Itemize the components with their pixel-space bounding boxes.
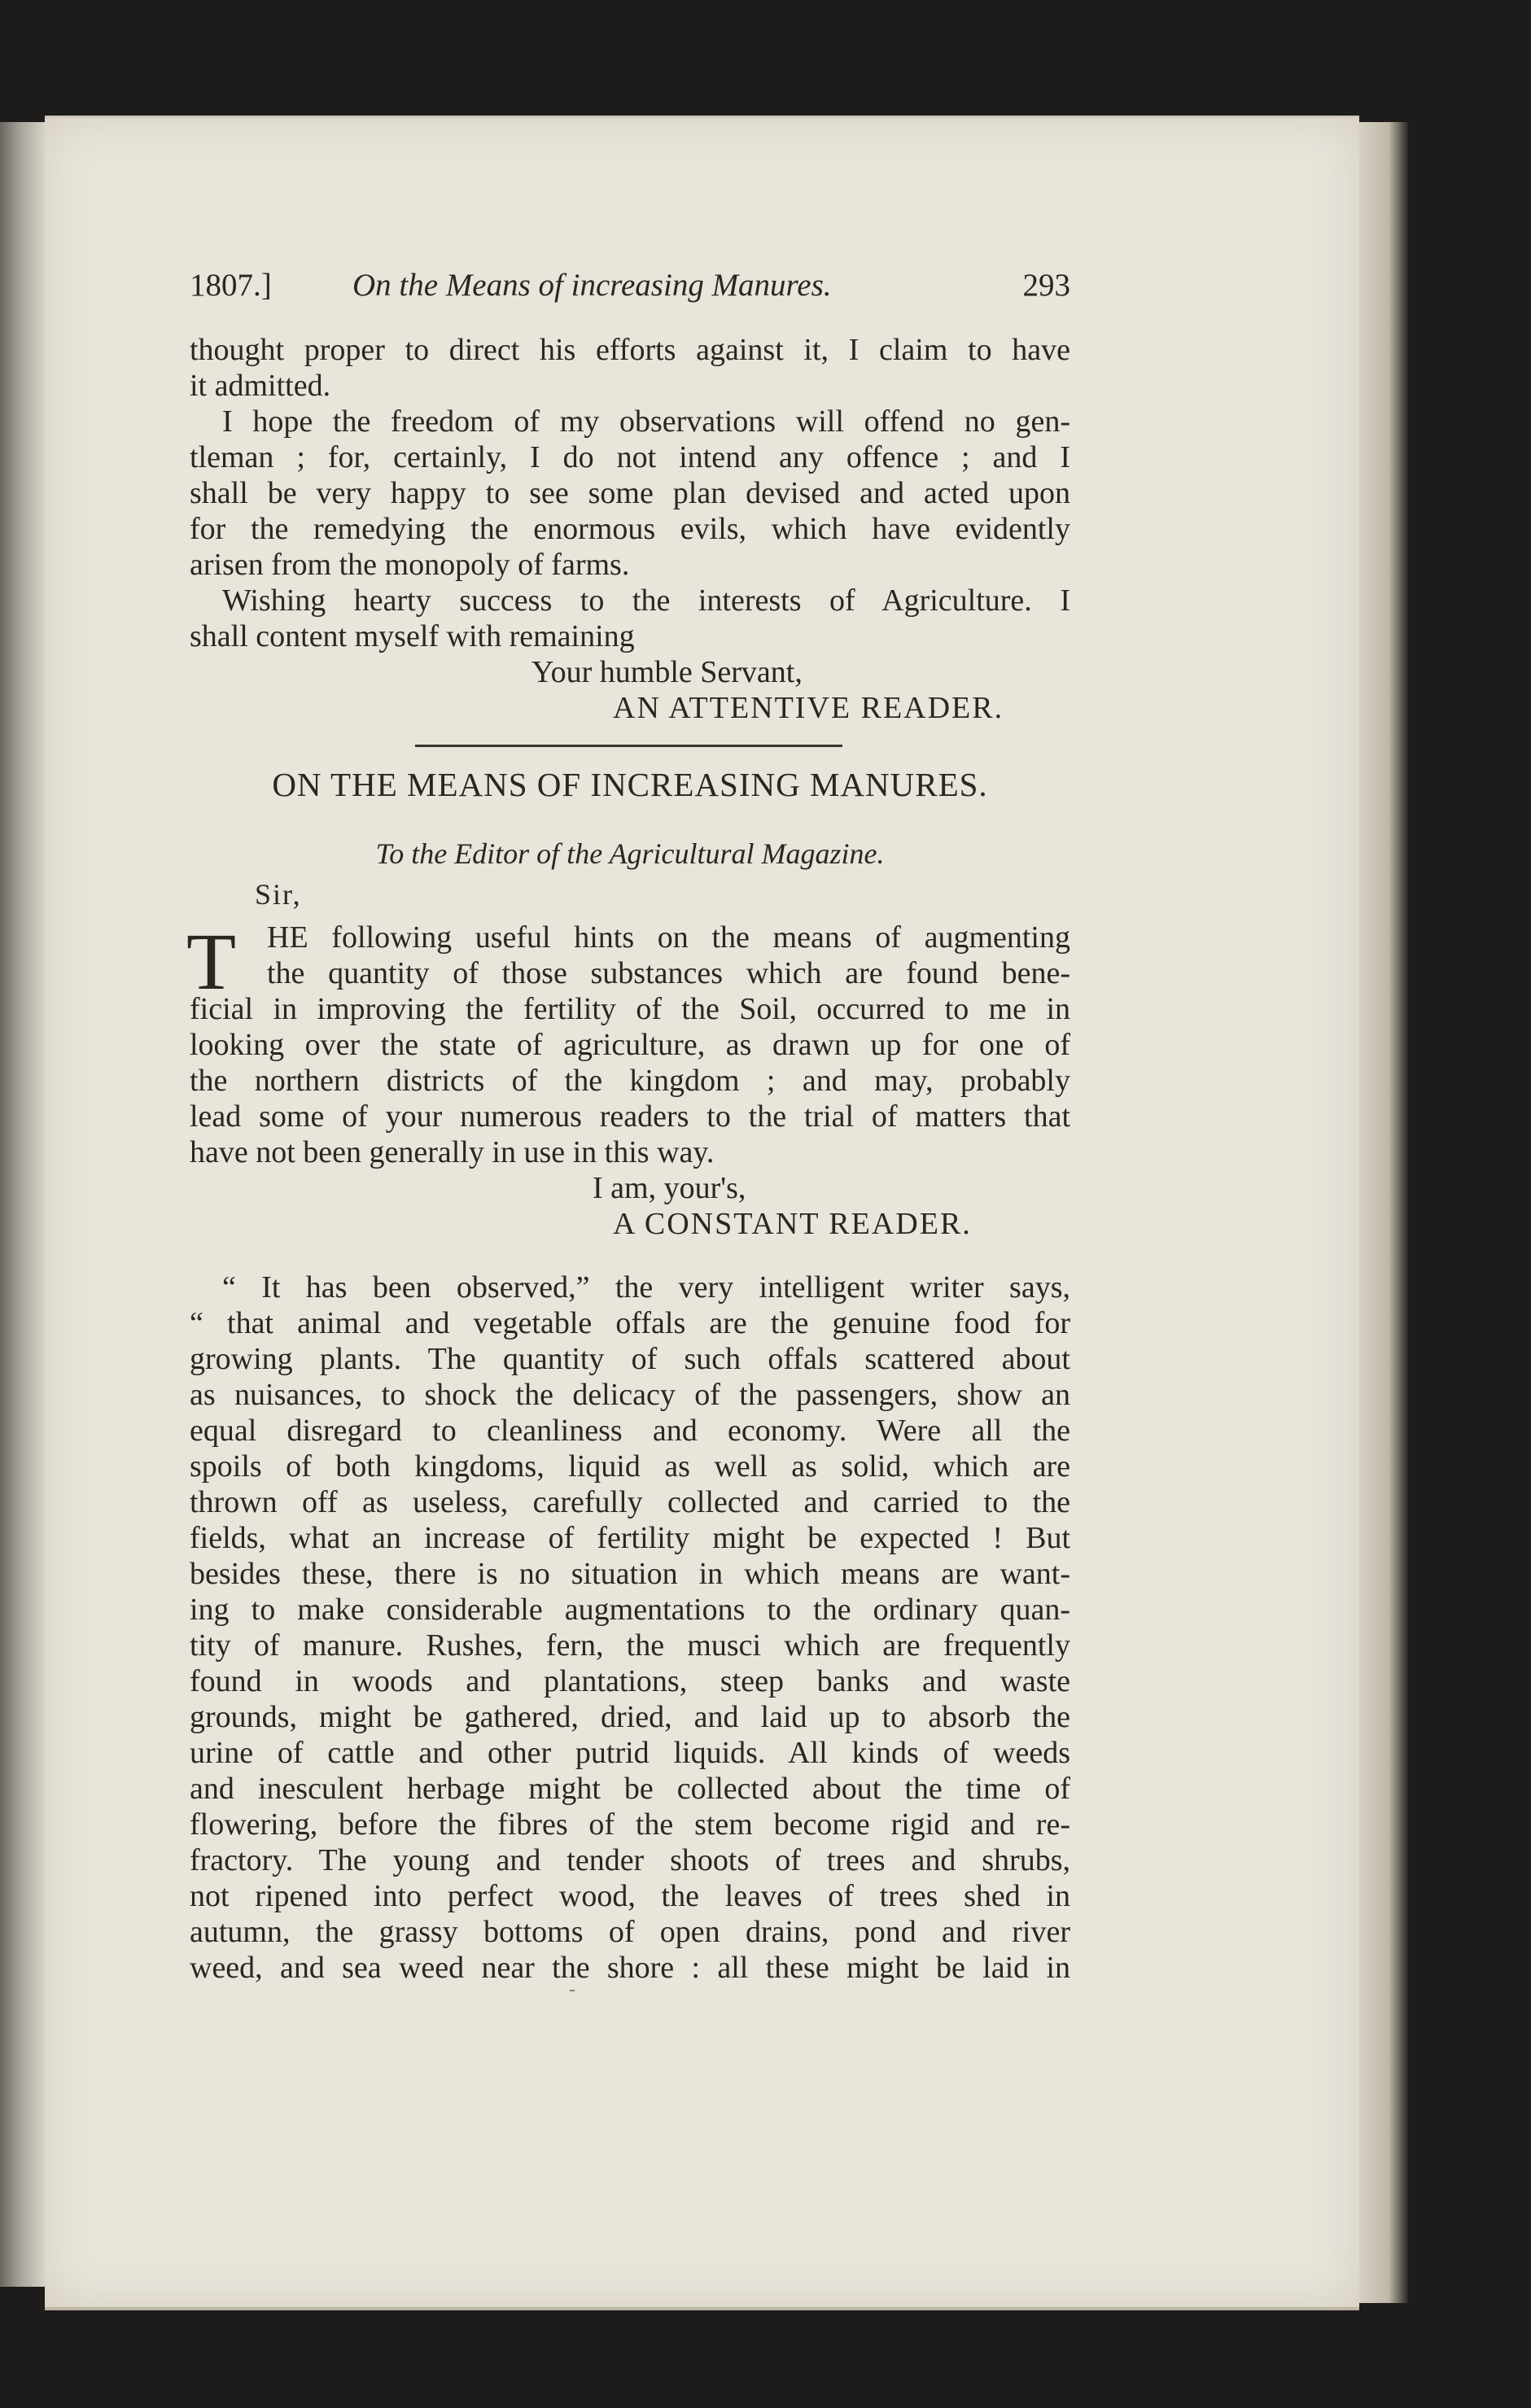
text-line: looking over the state of agriculture, as drawn up for one of <box>190 1028 1070 1062</box>
text-line: I hope the freedom of my observations will offend no gen- <box>222 404 1070 439</box>
text-line: arisen from the monopoly of farms. <box>190 548 630 582</box>
drop-cap: T <box>186 916 237 1007</box>
text-line: for the remedying the enormous evils, which have evidently <box>190 512 1070 546</box>
text-line: ing to make considerable augmentations to the ordinary quan- <box>190 1593 1070 1627</box>
text-line: and inesculent herbage might be collected about the time of <box>190 1772 1070 1806</box>
article-heading: ON THE MEANS OF INCREASING MANURES. <box>272 766 988 803</box>
text-line: tity of manure. Rushes, fern, the musci which are frequently <box>190 1628 1070 1663</box>
text-line: found in woods and plantations, steep banks and waste <box>190 1664 1070 1698</box>
running-head <box>190 267 1070 304</box>
running-head-title: On the Means of increasing Manures. <box>352 268 832 303</box>
text-line: thrown off as useless, carefully collected and carried to the <box>190 1485 1070 1519</box>
text-line: as nuisances, to shock the delicacy of the passengers, show an <box>190 1378 1070 1412</box>
text-line: autumn, the grassy bottoms of open drains, pond and river <box>190 1915 1070 1949</box>
text-line: flowering, before the fibres of the stem become rigid and re- <box>190 1807 1070 1842</box>
text-line: equal disregard to cleanliness and economy. Were all the <box>190 1414 1070 1448</box>
text-line: the northern districts of the kingdom ; and may, probably <box>190 1064 1070 1098</box>
print-speck <box>570 1990 575 1991</box>
text-line: “ that animal and vegetable offals are the genuine food for <box>190 1306 1070 1340</box>
text-line: urine of cattle and other putrid liquids. All kinds of weeds <box>190 1736 1070 1770</box>
text-line: lead some of your numerous readers to the trial of matters that <box>190 1099 1070 1134</box>
addressee-line: To the Editor of the Agricultural Magazine. <box>375 837 885 870</box>
page-number: 293 <box>1022 268 1070 303</box>
text-line: have not been generally in use in this way. <box>190 1135 715 1169</box>
text-line: weed, and sea weed near the shore : all these might be laid in <box>190 1951 1070 1985</box>
text-line: ficial in improving the fertility of the Soil, occurred to me in <box>190 992 1070 1026</box>
text-line: the quantity of those substances which are found bene- <box>267 956 1070 990</box>
text-line: spoils of both kingdoms, liquid as well as solid, which are <box>190 1449 1070 1484</box>
text-line: shall content myself with remaining <box>190 619 635 653</box>
page-fore-edge <box>1359 122 1408 2303</box>
text-line: fields, what an increase of fertility might be expected ! But <box>190 1521 1070 1555</box>
text-line: grounds, might be gathered, dried, and laid up to absorb the <box>190 1700 1070 1734</box>
text-line: it admitted. <box>190 369 331 403</box>
signature: A CONSTANT READER. <box>613 1207 972 1241</box>
signature: AN ATTENTIVE READER. <box>613 691 1004 725</box>
text-line: tleman ; for, certainly, I do not intend any offence ; and I <box>190 440 1070 474</box>
facing-page-edge <box>0 122 45 2287</box>
text-line: besides these, there is no situation in which means are want- <box>190 1557 1070 1591</box>
text-line: HE following useful hints on the means of augmenting <box>267 920 1070 955</box>
salutation: Sir, <box>255 878 302 911</box>
text-line: fractory. The young and tender shoots of trees and shrubs, <box>190 1843 1070 1877</box>
text-line: “ It has been observed,” the very intelligent writer says, <box>222 1270 1070 1305</box>
closing-line: I am, your's, <box>593 1171 746 1205</box>
text-line: growing plants. The quantity of such offals scattered about <box>190 1342 1070 1376</box>
text-line: thought proper to direct his efforts against it, I claim to have <box>190 333 1070 367</box>
running-head-year: 1807.] <box>190 268 272 303</box>
closing-line: Your humble Servant, <box>531 655 803 689</box>
text-line: not ripened into perfect wood, the leaves of trees shed in <box>190 1879 1070 1913</box>
text-line: shall be very happy to see some plan devised and acted upon <box>190 476 1070 510</box>
text-line: Wishing hearty success to the interests of Agriculture. I <box>222 583 1070 618</box>
section-divider-rule <box>415 745 842 747</box>
